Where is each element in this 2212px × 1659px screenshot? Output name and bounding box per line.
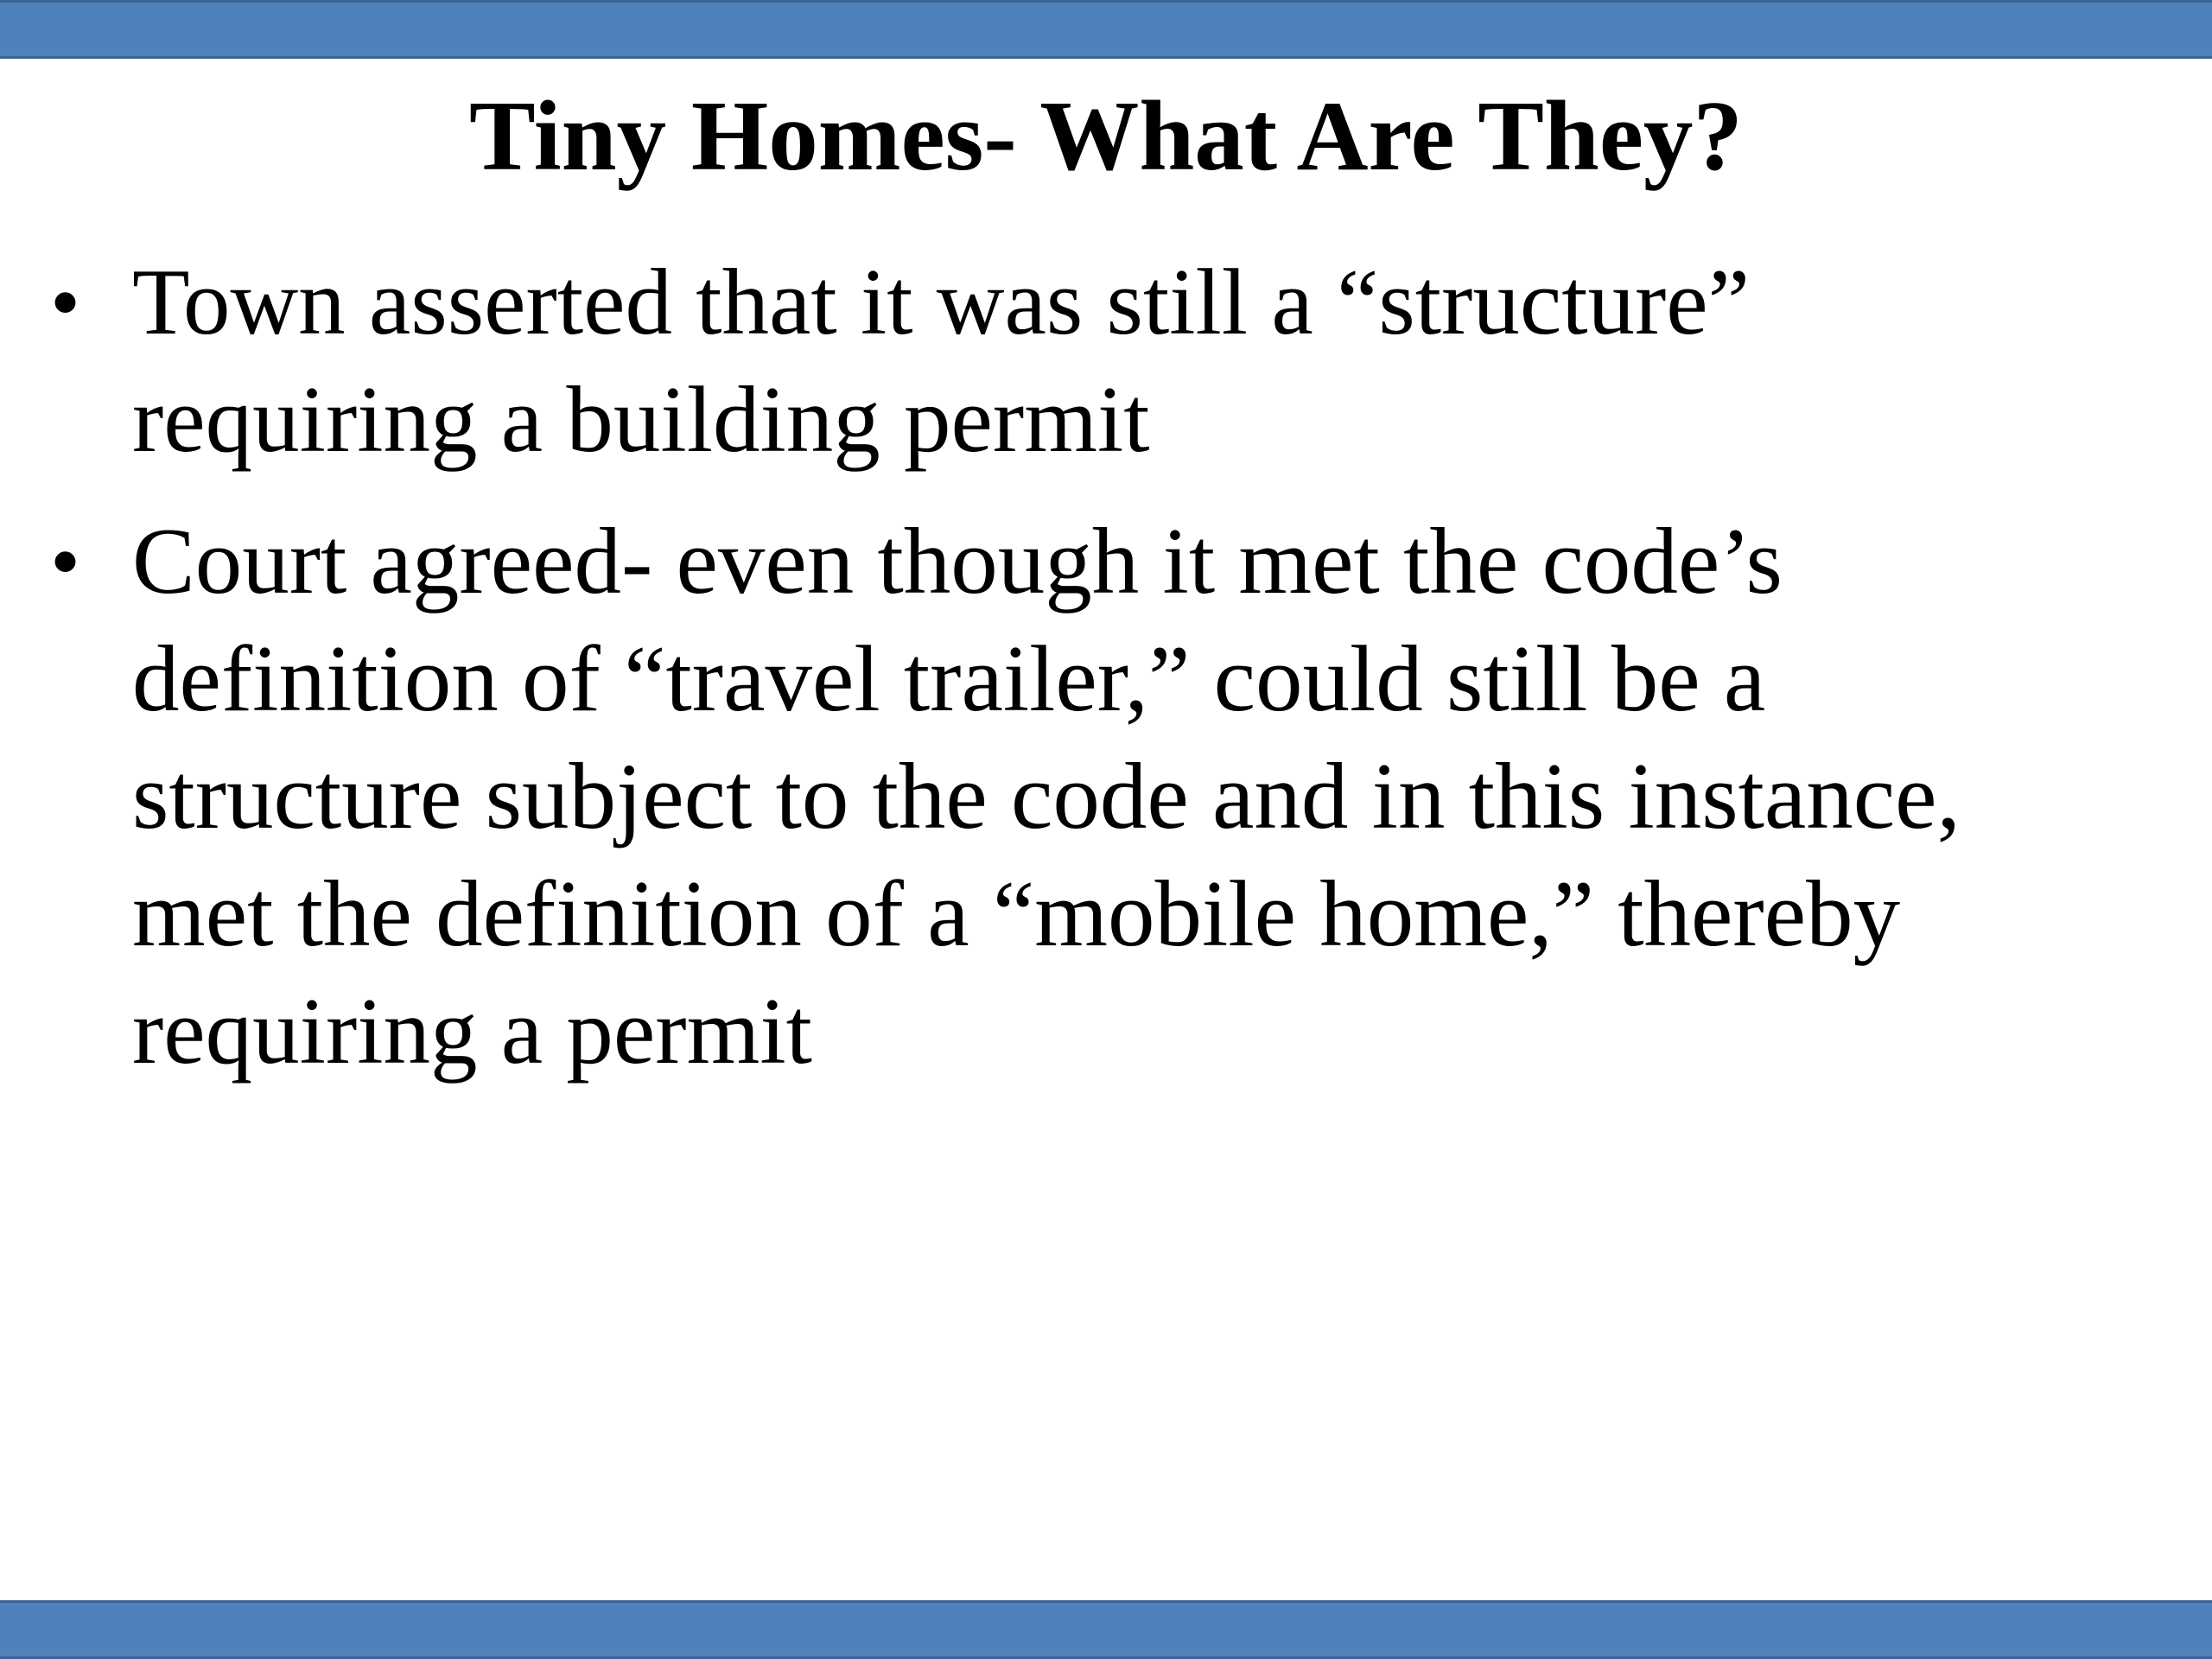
top-accent-band bbox=[0, 0, 2212, 59]
bottom-accent-band bbox=[0, 1600, 2212, 1659]
bullet-list bbox=[0, 244, 2212, 1115]
bullet-item bbox=[0, 503, 2074, 1090]
bullet-glyph: • bbox=[50, 254, 81, 350]
bullet-text: Court agreed- even though it met the code’s definition of “travel trailer,” could still be a structure subject to the code and in this instance, met the definition of a “mobile home,” thereby requiring a permit bbox=[132, 509, 1961, 1084]
bullet-glyph: • bbox=[50, 513, 81, 609]
bullet-item bbox=[0, 244, 1884, 479]
slide-title: Tiny Homes- What Are They? bbox=[469, 81, 1743, 191]
bullet-text: Town asserted that it was still a “structure” requiring a building permit bbox=[132, 250, 1751, 472]
